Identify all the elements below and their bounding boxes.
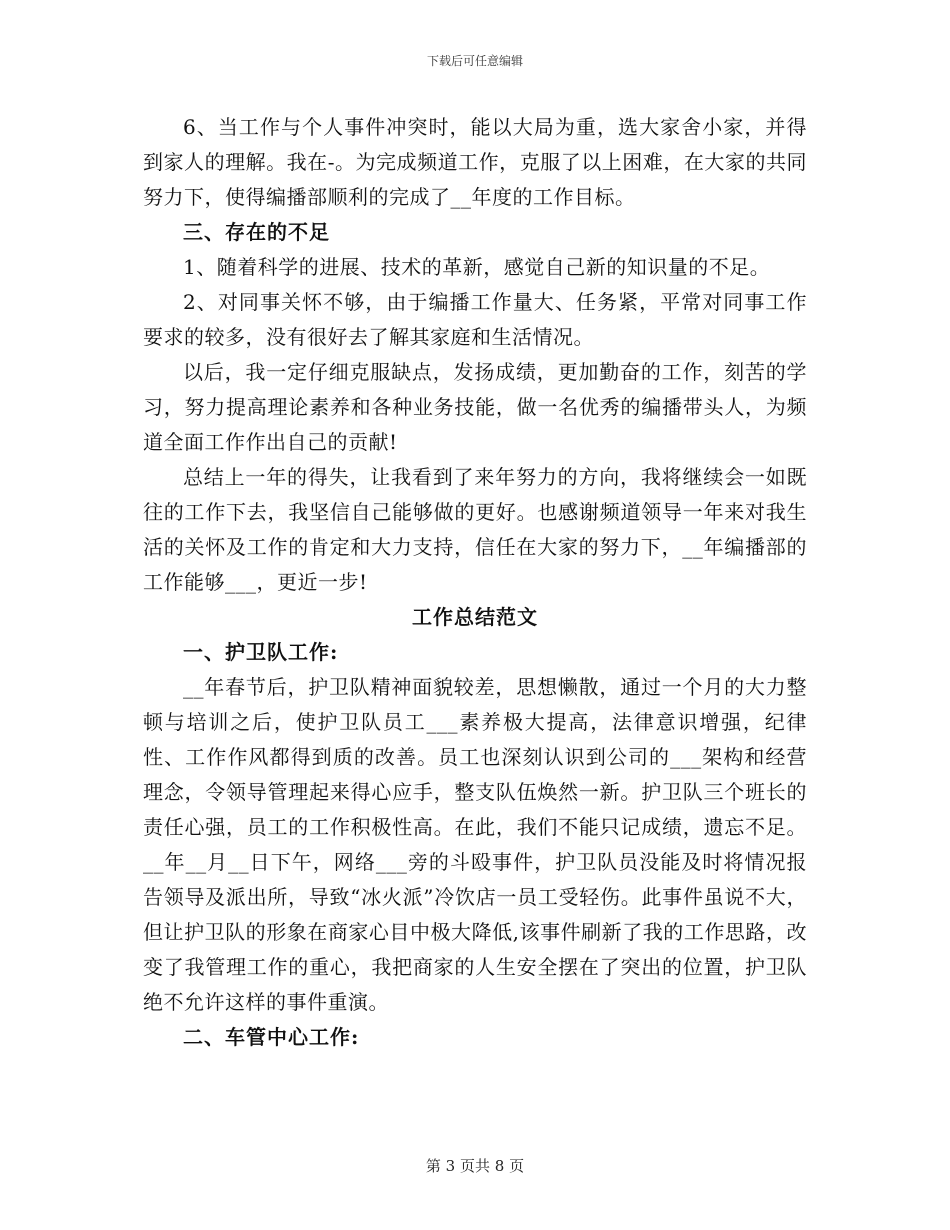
paragraph-family-support: 6、当工作与个人事件冲突时，能以大局为重，选大家舍小家，并得到家人的理解。我在-。为完成频道工作，克服了以上困难，在大家的共同努力下，使得编播部顺利的完成了__年度的工作目标。: [143, 115, 807, 209]
paragraph-colleague-care: 2、对同事关怀不够，由于编播工作量大、任务紧，平常对同事工作要求的较多，没有很好去了解其家庭和生活情况。: [143, 290, 807, 349]
page-footer: 第 3 页共 8 页: [425, 1157, 525, 1175]
document-title: 工作总结范文: [412, 605, 538, 629]
paragraph-future-plan: 以后，我一定仔细克服缺点，发扬成绩，更加勤奋的工作，刻苦的学习，努力提高理论素养和各种业务技能，做一名优秀的编播带头人，为频道全面工作作出自己的贡献!: [143, 360, 807, 454]
section-heading-shortcomings: 三、存在的不足: [183, 220, 330, 244]
section-heading-vehicle-center: 二、车管中心工作:: [183, 1025, 360, 1049]
document-body: [143, 110, 807, 1055]
paragraph-guard-team-work: __年春节后，护卫队精神面貌较差，思想懒散，通过一个月的大力整顿与培训之后，使护卫队员工___素养极大提高，法律意识增强，纪律性、工作作风都得到质的改善。员工也深刻认识到公司的___架构和经营理念，令领导管理起来得心应手，整支队伍焕然一新。护卫队三个班长的责任心强，员工的工作积极性高。在此，我们不能只记成绩，遗忘不足。__年__月__日下午，网络___旁的斗殴事件，护卫队员没能及时将情况报告领导及派出所，导致“冰火派”冷饮店一员工受轻伤。此事件虽说不大，但让护卫队的形象在商家心目中极大降低,该事件刷新了我的工作思路，改变了我管理工作的重心，我把商家的人生安全摆在了突出的位置，护卫队绝不允许这样的事件重演。: [143, 675, 807, 1014]
page-header: 下载后可任意编辑: [426, 54, 523, 68]
section-heading-guard-team: 一、护卫队工作:: [183, 640, 339, 664]
paragraph-conclusion: 总结上一年的得失，让我看到了来年努力的方向，我将继续会一如既往的工作下去，我坚信自己能够做的更好。也感谢频道领导一年来对我生活的关怀及工作的肯定和大力支持，信任在大家的努力下，__年编播部的工作能够___，更近一步!: [143, 465, 807, 594]
paragraph-knowledge-shortage: 1、随着科学的进展、技术的革新，感觉自己新的知识量的不足。: [183, 255, 771, 279]
